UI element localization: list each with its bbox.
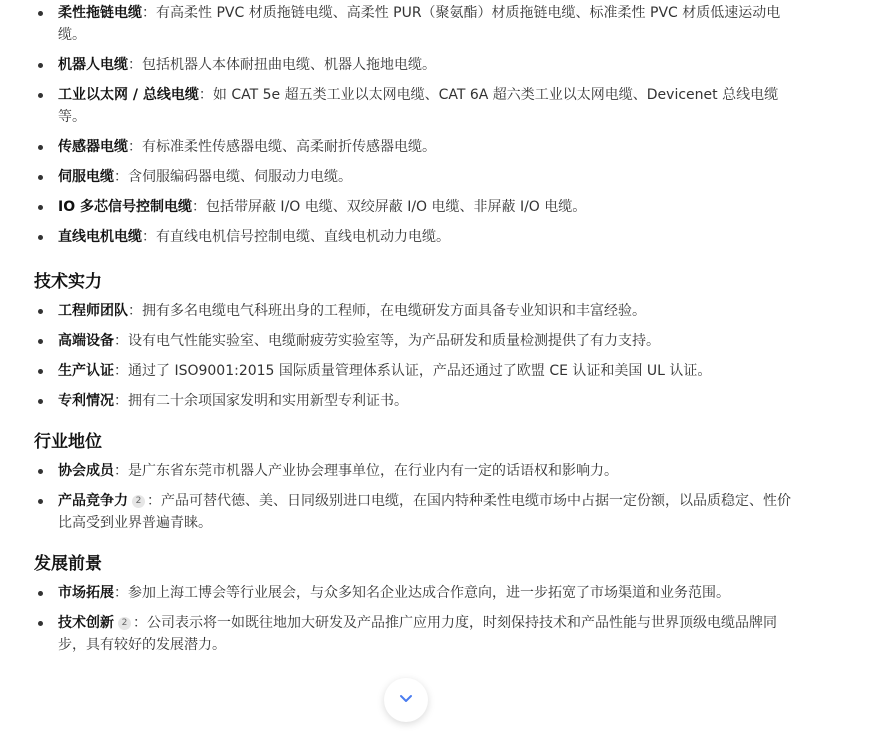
list-item-term: 高端设备 [58,333,114,349]
separator: ： [191,199,206,215]
list-item [34,196,794,218]
list-item [34,84,794,128]
list-item-term: 直线电机电缆 [58,229,142,245]
list-item-desc: 参加上海工博会等行业展会，与众多知名企业达成合作意向，进一步拓宽了市场渠道和业务范围。 [128,585,730,601]
list-item-term: 市场拓展 [58,585,114,601]
section-title-tech: 技术实力 [34,272,102,292]
list-item [34,390,794,412]
list-item [34,226,794,248]
list-item-desc: 包括带屏蔽 I/O 电缆、双绞屏蔽 I/O 电缆、非屏蔽 I/O 电缆。 [205,199,587,215]
list-item-term: 工业以太网 / 总线电缆 [58,87,199,103]
list-item-term: 传感器电缆 [58,139,128,155]
separator: ： [128,139,142,155]
list-item-desc: 产品可替代德、美、日同级别进口电缆，在国内特种柔性电缆市场中占据一定份额，以品质稳定、性价比高受到业界普遍青睐。 [58,493,791,531]
list-item-term: 伺服电缆 [58,169,114,185]
list-item-desc: 拥有二十余项国家发明和实用新型专利证书。 [128,393,408,409]
separator: ： [142,5,156,21]
separator: ： [142,229,156,245]
separator: ： [114,585,128,601]
list-item-desc: 通过了 ISO9001:2015 国际质量管理体系认证，产品还通过了欧盟 CE 认证和美国 UL 认证。 [128,363,712,379]
separator: ： [114,363,128,379]
list-item [34,300,794,322]
citation-badge[interactable]: 2 [118,617,131,630]
separator: ： [114,393,128,409]
list-item-term: 生产认证 [58,363,114,379]
separator: ： [147,493,161,509]
list-item-desc: 含伺服编码器电缆、伺服动力电缆。 [128,169,352,185]
list-item [34,490,794,534]
list-item-term: 技术创新 [58,615,114,631]
scroll-to-bottom-button[interactable] [384,678,428,722]
separator: ： [114,463,128,479]
list-item-term: 协会成员 [58,463,114,479]
list-item-desc: 有高柔性 PVC 材质拖链电缆、高柔性 PUR（聚氨酯）材质拖链电缆、标准柔性 PVC 材质低速运动电缆。 [58,5,781,43]
list-item-term: 机器人电缆 [58,57,128,73]
list-item-desc: 是广东省东莞市机器人产业协会理事单位，在行业内有一定的话语权和影响力。 [128,463,618,479]
list-item-desc: 公司表示将一如既往地加大研发及产品推广应用力度，时刻保持技术和产品性能与世界顶级电缆品牌同步，具有较好的发展潜力。 [58,615,777,653]
list-item-desc: 有标准柔性传感器电缆、高柔耐折传感器电缆。 [142,139,436,155]
separator: ： [128,303,142,319]
list-item-term: IO 多芯信号控制电缆 [58,199,192,215]
bottom-fade [0,690,869,743]
separator: ： [114,169,128,185]
list-item [34,54,794,76]
list-item-desc: 如 CAT 5e 超五类工业以太网电缆、CAT 6A 超六类工业以太网电缆、Devicenet 总线电缆等。 [58,87,779,125]
list-item-term: 工程师团队 [58,303,128,319]
separator: ： [133,615,147,631]
list-item [34,460,794,482]
list-item [34,2,794,46]
citation-badge[interactable]: 2 [132,495,145,508]
list-item-term: 专利情况 [58,393,114,409]
list-item-desc: 包括机器人本体耐扭曲电缆、机器人拖地电缆。 [142,57,436,73]
list-item-desc: 设有电气性能实验室、电缆耐疲劳实验室等，为产品研发和质量检测提供了有力支持。 [128,333,660,349]
list-item [34,612,794,656]
list-item-term: 产品竞争力 [58,493,128,509]
list-item [34,330,794,352]
section-title-future: 发展前景 [34,554,102,574]
list-item [34,360,794,382]
list-item [34,582,794,604]
future-list [34,582,794,656]
list-item-term: 柔性拖链电缆 [58,5,142,21]
industry-list [34,460,794,534]
separator: ： [198,87,213,103]
list-item [34,136,794,158]
product-list [34,2,794,248]
answer-content [34,0,794,664]
list-item-desc: 有直线电机信号控制电缆、直线电机动力电缆。 [156,229,450,245]
chevron-down-icon [398,690,414,710]
list-item [34,166,794,188]
section-title-industry: 行业地位 [34,432,102,452]
tech-list [34,300,794,412]
list-item-desc: 拥有多名电缆电气科班出身的工程师，在电缆研发方面具备专业知识和丰富经验。 [142,303,646,319]
separator: ： [128,57,142,73]
separator: ： [114,333,128,349]
